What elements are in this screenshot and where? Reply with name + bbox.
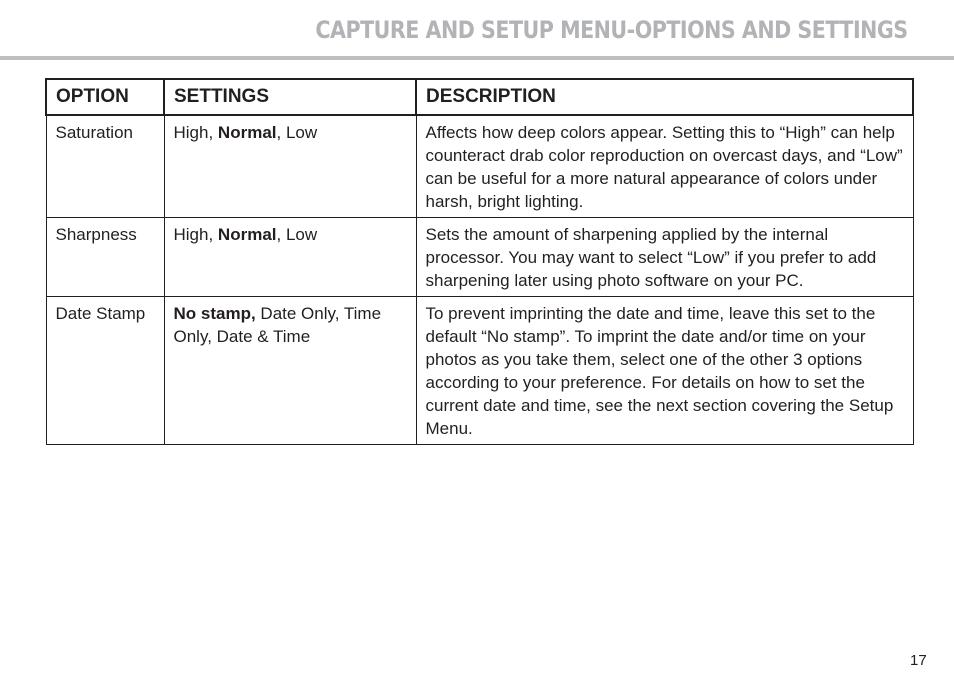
column-header-option: OPTION <box>46 79 164 115</box>
table-header-row <box>46 79 913 115</box>
settings-text: Date Only, Time Only, Date & Time <box>173 304 382 346</box>
settings-cell <box>164 297 416 445</box>
default-setting: Normal <box>217 225 277 244</box>
header-divider <box>0 56 954 60</box>
option-cell: Saturation <box>46 115 164 218</box>
description-cell: To prevent imprinting the date and time, leave this set to the default “No stamp”. To imprint the date and/or time on your photos as you take them, select one of the other 3 options according to your preference. For details on how to set the current date and time, see the next section covering the Setup Menu. <box>416 297 913 445</box>
option-cell: Sharpness <box>46 218 164 297</box>
option-cell: Date Stamp <box>46 297 164 445</box>
page-number: 17 <box>910 652 927 669</box>
settings-text: , Low <box>276 225 318 244</box>
page-title: CAPTURE AND SETUP MENU-OPTIONS AND SETTINGS <box>315 16 908 44</box>
settings-text: , Low <box>276 123 318 142</box>
table-row <box>46 115 913 218</box>
default-setting: Normal <box>217 123 277 142</box>
settings-cell <box>164 218 416 297</box>
description-cell: Affects how deep colors appear. Setting this to “High” can help counteract drab color reproduction on overcast days, and “Low” can be useful for a more natural appearance of colors under harsh, bright lighting. <box>416 115 913 218</box>
default-setting: No stamp, <box>173 304 256 323</box>
description-cell: Sets the amount of sharpening applied by the internal processor. You may want to select “Low” if you prefer to add sharpening later using photo software on your PC. <box>416 218 913 297</box>
settings-text: High, <box>173 225 218 244</box>
settings-cell <box>164 115 416 218</box>
table-row <box>46 218 913 297</box>
settings-text: High, <box>173 123 218 142</box>
column-header-description: DESCRIPTION <box>416 79 913 115</box>
table-row <box>46 297 913 445</box>
column-header-settings: SETTINGS <box>164 79 416 115</box>
options-table <box>45 78 914 445</box>
